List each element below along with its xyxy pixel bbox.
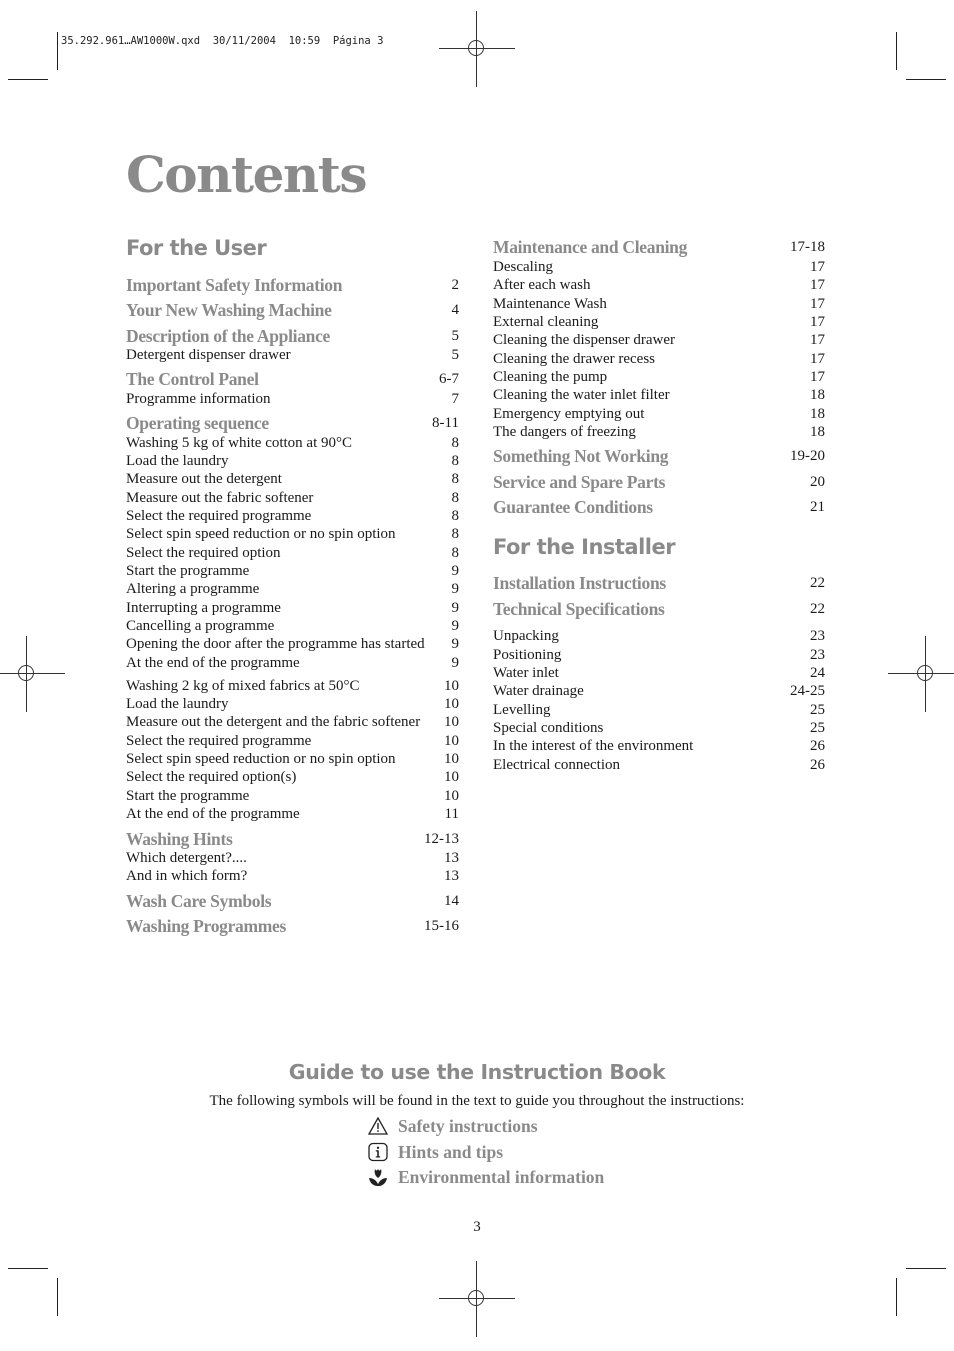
crop-mark [896,32,897,70]
toc-entry-label: Levelling [493,702,551,718]
toc-entry-row [493,423,825,441]
info-icon [367,1142,389,1162]
toc-entry-label: Start the programme [126,563,250,579]
registration-mark-top [439,11,515,87]
crop-mark [906,1268,946,1269]
toc-page-number: 14 [444,893,459,909]
toc-entry-row [126,713,459,731]
toc-heading-row [126,917,459,935]
toc-entry-row [126,525,459,543]
toc-entry-row [493,258,825,276]
toc-entry-row [126,390,459,408]
toc-entry-label: Maintenance Wash [493,296,607,312]
toc-page-number: 8 [451,490,459,506]
toc-entry-label: Technical Specifications [493,599,665,619]
guide-description: The following symbols will be found in the text to guide you throughout the instructions: [209,1093,745,1109]
toc-entry-row [126,677,459,695]
toc-page-number: 22 [810,601,825,617]
toc-page-number: 13 [444,868,459,884]
toc-entry-label: At the end of the programme [126,806,300,822]
registration-mark-bottom [439,1261,515,1337]
toc-entry-row [126,787,459,805]
toc-entry-row [126,544,459,562]
symbol-label: Safety instructions [398,1116,538,1136]
toc-entry-row [493,331,825,349]
toc-entry-label: Detergent dispenser drawer [126,347,291,363]
toc-entry-label: Your New Washing Machine [126,300,332,320]
toc-page-number: 25 [810,702,825,718]
toc-entry-label: Select the required programme [126,508,312,524]
toc-entry-row [493,386,825,404]
toc-page-number: 15-16 [424,918,459,934]
toc-entry-label: Guarantee Conditions [493,497,653,517]
toc-entry-row [126,580,459,598]
toc-entry-row [493,313,825,331]
toc-page-number: 22 [810,575,825,591]
toc-page-number: 8 [451,435,459,451]
toc-entry-row [126,695,459,713]
registration-mark-right [888,636,954,712]
toc-entry-label: Select the required option [126,545,281,561]
toc-entry-label: Select the required option(s) [126,769,297,785]
toc-entry-label: The Control Panel [126,369,259,389]
toc-page-number: 2 [451,277,459,293]
toc-heading-row [493,447,825,465]
toc-page-number: 18 [810,387,825,403]
toc-entry-row [126,599,459,617]
toc-entry-label: Description of the Appliance [126,326,331,346]
toc-entry-label: Cleaning the dispenser drawer [493,332,676,348]
toc-page-number: 9 [451,563,459,579]
toc-page-number: 25 [810,720,825,736]
toc-entry-label: Load the laundry [126,453,229,469]
toc-page-number: 19-20 [790,448,825,464]
toc-entry-row [126,617,459,635]
toc-entry-label: At the end of the programme [126,655,300,671]
toc-entry-row [126,635,459,653]
symbol-label: Hints and tips [398,1142,504,1162]
toc-page-number: 13 [444,850,459,866]
toc-entry-row [126,489,459,507]
toc-entry-row [493,737,825,755]
toc-page-number: 17 [810,351,825,367]
warning-triangle-icon [367,1116,389,1136]
toc-entry-label: Service and Spare Parts [493,472,666,492]
toc-entry-label: Select spin speed reduction or no spin option [126,526,396,542]
toc-page-number: 10 [444,751,459,767]
toc-entry-label: Cleaning the drawer recess [493,351,656,367]
crop-mark [8,79,48,80]
toc-entry-label: Load the laundry [126,696,229,712]
toc-page-number: 9 [451,581,459,597]
toc-page-number: 17 [810,314,825,330]
toc-page-number: 5 [451,328,459,344]
toc-entry-label: Measure out the fabric softener [126,490,314,506]
toc-heading-row [126,830,459,848]
toc-entry-row [126,434,459,452]
toc-entry-row [126,346,459,364]
toc-heading-row [493,600,825,618]
toc-entry-row [126,654,459,672]
toc-page-number: 17 [810,277,825,293]
toc-entry-row [493,646,825,664]
toc-page-number: 5 [451,347,459,363]
toc-entry-row [493,368,825,386]
toc-page-number: 17 [810,296,825,312]
toc-entry-label: Which detergent?.... [126,850,247,866]
toc-entry-label: Important Safety Information [126,275,343,295]
toc-entry-row [493,701,825,719]
toc-entry-label: In the interest of the environment [493,738,694,754]
toc-entry-label: Special conditions [493,720,604,736]
toc-entry-label: Wash Care Symbols [126,891,272,911]
toc-page-number: 21 [810,499,825,515]
toc-entry-row [493,627,825,645]
toc-page-number: 10 [444,769,459,785]
toc-page-number: 8 [451,471,459,487]
symbol-label: Environmental information [398,1167,605,1187]
toc-entry-label: Something Not Working [493,446,669,466]
toc-entry-row [126,849,459,867]
toc-page-number: 8-11 [432,415,459,431]
toc-page-number: 9 [451,655,459,671]
toc-entry-row [493,664,825,682]
toc-page-number: 10 [444,788,459,804]
toc-page-number: 18 [810,406,825,422]
section-heading-user: For the User [126,236,267,260]
crop-mark [57,32,58,70]
toc-entry-label: Electrical connection [493,757,621,773]
toc-entry-label: Measure out the detergent and the fabric softener [126,714,421,730]
flower-leaf-icon [367,1167,389,1187]
page-title: Contents [126,145,367,204]
toc-entry-label: Start the programme [126,788,250,804]
toc-entry-label: Select the required programme [126,733,312,749]
crop-mark [57,1278,58,1316]
toc-entry-row [493,405,825,423]
toc-entry-row [126,768,459,786]
toc-entry-label: And in which form? [126,868,248,884]
toc-entry-row [126,805,459,823]
toc-entry-label: Unpacking [493,628,559,644]
toc-entry-row [126,507,459,525]
toc-heading-row [493,574,825,592]
toc-entry-label: Cleaning the water inlet filter [493,387,670,403]
toc-entry-label: Descaling [493,259,553,275]
toc-page-number: 10 [444,678,459,694]
toc-page-number: 9 [451,600,459,616]
toc-page-number: 8 [451,453,459,469]
guide-title: Guide to use the Instruction Book [288,1060,666,1084]
toc-page-number: 17-18 [790,239,825,255]
toc-entry-row [126,732,459,750]
toc-page-number: 26 [810,738,825,754]
toc-entry-label: Emergency emptying out [493,406,645,422]
page-number: 3 [473,1219,481,1235]
toc-entry-label: Operating sequence [126,413,269,433]
toc-entry-row [126,452,459,470]
toc-page-number: 24-25 [790,683,825,699]
toc-page-number: 8 [451,508,459,524]
toc-entry-row [493,719,825,737]
crop-mark [896,1278,897,1316]
toc-entry-label: Select spin speed reduction or no spin option [126,751,396,767]
toc-page-number: 7 [451,391,459,407]
toc-entry-label: Washing 5 kg of white cotton at 90°C [126,435,353,451]
toc-page-number: 10 [444,733,459,749]
toc-entry-label: Measure out the detergent [126,471,282,487]
toc-entry-row [493,295,825,313]
toc-page-number: 11 [444,806,459,822]
toc-entry-row [493,756,825,774]
toc-entry-label: Cleaning the pump [493,369,608,385]
toc-entry-label: External cleaning [493,314,599,330]
toc-entry-row [126,470,459,488]
toc-entry-label: Positioning [493,647,562,663]
toc-entry-label: Washing Hints [126,829,233,849]
toc-entry-label: Installation Instructions [493,573,666,593]
toc-entry-row [126,750,459,768]
toc-page-number: 20 [810,474,825,490]
toc-heading-row [493,238,825,256]
toc-page-number: 26 [810,757,825,773]
toc-page-number: 17 [810,332,825,348]
toc-entry-label: Washing Programmes [126,916,287,936]
registration-mark-left [0,636,65,712]
toc-entry-row [493,682,825,700]
toc-page-number: 10 [444,696,459,712]
toc-page-number: 17 [810,259,825,275]
toc-page-number: 24 [810,665,825,681]
toc-entry-label: After each wash [493,277,591,293]
print-slug: 35.292.961…AW1000W.qxd 30/11/2004 10:59 Página 3 [61,35,384,47]
toc-page-number: 9 [451,636,459,652]
toc-page-number: 23 [810,628,825,644]
crop-mark [8,1268,48,1269]
toc-heading-row [126,370,459,388]
toc-entry-row [126,562,459,580]
toc-page-number: 8 [451,545,459,561]
toc-page-number: 4 [451,302,459,318]
toc-entry-row [493,276,825,294]
toc-entry-row [493,350,825,368]
toc-entry-label: Altering a programme [126,581,260,597]
toc-entry-label: Interrupting a programme [126,600,281,616]
toc-page-number: 9 [451,618,459,634]
toc-entry-label: Maintenance and Cleaning [493,237,688,257]
toc-heading-row [126,414,459,432]
toc-page-number: 6-7 [439,371,459,387]
toc-page-number: 8 [451,526,459,542]
toc-heading-row [126,327,459,345]
toc-entry-label: Water drainage [493,683,584,699]
toc-entry-label: Programme information [126,391,271,407]
toc-heading-row [126,276,459,294]
toc-page-number: 23 [810,647,825,663]
toc-entry-label: Opening the door after the programme has started [126,636,425,652]
toc-entry-label: Washing 2 kg of mixed fabrics at 50°C [126,678,360,694]
toc-page-number: 10 [444,714,459,730]
toc-entry-label: Water inlet [493,665,559,681]
toc-page-number: 17 [810,369,825,385]
toc-page-number: 18 [810,424,825,440]
toc-heading-row [126,892,459,910]
toc-heading-row [126,301,459,319]
toc-page-number: 12-13 [424,831,459,847]
section-heading-installer: For the Installer [493,535,676,559]
toc-entry-label: The dangers of freezing [493,424,636,440]
toc-heading-row [493,498,825,516]
crop-mark [906,79,946,80]
toc-entry-row [126,867,459,885]
toc-heading-row [493,473,825,491]
toc-entry-label: Cancelling a programme [126,618,275,634]
